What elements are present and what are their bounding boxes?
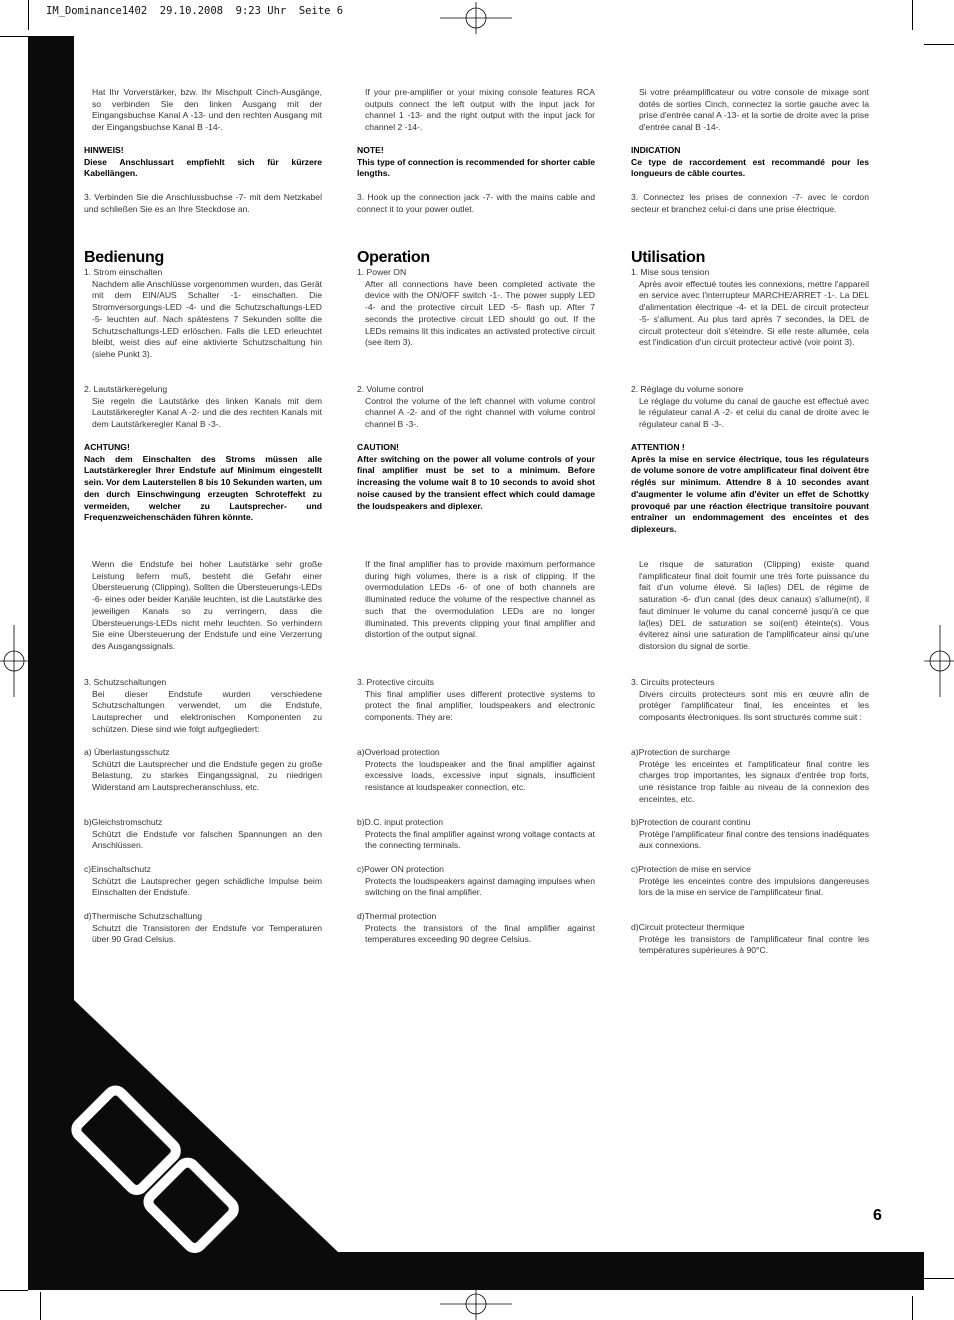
en-s3-title: 3. Protective circuits <box>357 677 434 687</box>
de-b-text: Schützt die Endstufe vor falschen Spannungen an den Anschlüssen. <box>92 828 322 851</box>
print-slug: IM_Dominance1402 29.10.2008 9:23 Uhr Seite 6 <box>46 5 344 17</box>
fr-s3-text: Divers circuits protecteurs sont mis en œuvre afin de protéger l'amplificateur final, les enceintes et les composants électroniques. Ils sont structurés comme suit : <box>639 688 869 723</box>
en-s2-title: 2. Volume control <box>357 384 424 394</box>
de-d-title: d)Thermische Schutzschaltung <box>84 911 202 921</box>
en-c-text: Protects the loudspeakers against damaging impulses when switching on the final amplifier. <box>365 875 595 898</box>
fr-intro: Si votre préamplificateur ou votre console de mixage sont dotés de sorties Cinch, connectez la sortie gauche avec la prise d'entrée canal A -13- et la sortie de droite avec la prise d'entrée canal B -14-. <box>639 87 869 133</box>
crop-mark <box>40 1292 41 1320</box>
de-a-title: a) Überlastungsschutz <box>84 747 170 757</box>
fr-step3: 3. Connectez les prises de connexion -7- avec le cordon secteur et branchez celui-ci dans une prise électrique. <box>631 192 869 214</box>
de-s1-title: 1. Strom einschalten <box>84 267 163 277</box>
en-note-text: This type of connection is recommended for shorter cable lengths. <box>357 156 595 179</box>
de-c-text: Schützt die Lautsprecher gegen schädliche Impulse beim Einschalten der Endstufe. <box>92 875 322 898</box>
de-note-title: HINWEIS! <box>84 145 124 155</box>
de-s2-title: 2. Lautstärkeregelung <box>84 384 168 394</box>
de-s2-text: Sie regeln die Lautstärke des linken Kanals mit dem Lautstärkeregler Kanal A -2- und die des rechten Kanals mit dem Lautstärkeregler Kanal B -3-. <box>92 395 322 430</box>
fr-clip-text: Le risque de saturation (Clipping) existe quand l'amplificateur final doit fournir une très forte puissance du fait d'un volume élevé. Si la(les) DEL de régime de saturation -6- d'un canal (des deux canaux) s'allume(nt), il faut diminuer le volume du canal concerné jusqu'à ce que la(les) DEL de saturation se soi(ent) éteinte(s). Vous éviterez ainsi une saturation de l'amplificateur ainsi qu'une distorsion du signal de sortie. <box>639 559 869 651</box>
fr-d-text: Protège les transistors de l'amplificateur final contre les températures supérieures à 90°C. <box>639 933 869 956</box>
en-s2-text: Control the volume of the left channel with volume control channel A -2- and of the right channel with volume control channel B -3-. <box>365 395 595 430</box>
crop-mark <box>912 0 913 30</box>
en-a-text: Protects the loudspeaker and the final amplifier against excessive loads, excessive input signals, insufficient resistance at loudspeaker connection, etc. <box>365 758 595 793</box>
crop-mark <box>912 1296 913 1320</box>
fr-b-title: b)Protection de courant continu <box>631 817 751 827</box>
de-s1-text: Nachdem alle Anschlüsse vorgenommen wurden, das Gerät mit dem EIN/AUS Schalter -1- einschalten. Die Stromversorgungs-LED -4- und die Schutzschaltungs-LED -5- leuchten auf. Nach spätestens 7 Sekunden sollte die Schutzschaltungs-LED erlöschen. Falls die LED erleuchtet bleibt, weist dies auf eine aktivierte Schutzschaltung hin (siehe Punkt 3). <box>92 278 322 359</box>
en-note-title: NOTE! <box>357 145 384 155</box>
en-d-text: Protects the transistors of the final amplifier against temperatures exceeding 90 degree Celsius. <box>365 922 595 945</box>
registration-mark-bottom <box>440 1288 512 1320</box>
brand-logo-graphic <box>28 980 338 1255</box>
en-s1-title: 1. Power ON <box>357 267 407 277</box>
en-heading: Operation <box>357 249 430 266</box>
fr-a-text: Protège les enceintes et l'amplificateur final contre les charges trop importantes, les signaux d'entrée trop forts, une résistance trop faible au niveau de la connexion des enceintes, etc. <box>639 758 869 804</box>
fr-caution-title: ATTENTION ! <box>631 442 685 452</box>
de-caution-title: ACHTUNG! <box>84 442 130 452</box>
fr-c-text: Protège les enceintes contre des impulsions dangereuses lors de la mise en service de l'amplificateur final. <box>639 875 869 898</box>
registration-mark-right <box>924 625 954 697</box>
en-s1-text: After all connections have been completed activate the device with the ON/OFF switch -1-. The power supply LED -4- and the protective circuit LED -5- flash up. After 7 seconds the protective circuit LED should go out. If the LEDs remains lit this indicates an activated protective circuit (see item 3). <box>365 278 595 348</box>
en-s3-text: This final amplifier uses different protective systems to protect the final amplifier, loudspeakers and electronic components. They are: <box>365 688 595 723</box>
crop-mark <box>924 44 954 45</box>
fr-note-text: Ce type de raccordement est recommandé pour les longueurs de câble courtes. <box>631 156 869 179</box>
de-a-text: Schützt die Lautsprecher und die Endstufe gegen zu große Belastung, zu starkes Eingangssignal, zu niedrigen Widerstand am Lautsprecheranschluss, etc. <box>92 758 322 793</box>
en-c-title: c)Power ON protection <box>357 864 444 874</box>
registration-mark-left <box>0 625 30 697</box>
en-b-title: b)D.C. input protection <box>357 817 443 827</box>
en-d-title: d)Thermal protection <box>357 911 437 921</box>
en-caution-title: CAUTION! <box>357 442 400 452</box>
black-bottom-bar <box>28 1252 924 1290</box>
de-c-title: c)Einschaltschutz <box>84 864 151 874</box>
crop-mark <box>924 1278 954 1279</box>
en-intro: If your pre-amplifier or your mixing console features RCA outputs connect the left output with the input jack for channel 1 -13- and the right output with the input jack for channel 2 -14-. <box>365 87 595 133</box>
en-clip-text: If the final amplifier has to provide maximum performance during high volumes, there is a risk of clipping. If the overmodulation LEDs -6- of one of both channels are illuminated reduce the volume of the respective channel as such that the overmodulation LEDs are no longer illuminated. This prevents clipping your final amplifier and distortion of the output signal. <box>365 559 595 640</box>
de-d-text: Schutzt die Transistoren der Endstufe vor Temperaturen über 90 Grad Celsius. <box>92 922 322 945</box>
page-number: 6 <box>873 1207 882 1224</box>
de-s3-text: Bei dieser Endstufe wurden verschiedene Schutzschaltungen verwendet, um die Endstufe, Lautsprecher und elektronischen Komponenten zu schützen. Diese sind wie folgt aufgegliedert: <box>92 688 322 734</box>
crop-mark <box>28 0 29 30</box>
fr-d-title: d)Circuit protecteur thermique <box>631 922 745 932</box>
fr-c-title: c)Protection de mise en service <box>631 864 751 874</box>
fr-caution-text: Après la mise en service électrique, tous les régulateurs de volume sonore de votre amplificateur final doivent être réglés sur minimum. Attendre 8 à 10 secondes avant d'augmenter le volume afin d'éviter un effet de Schottky provoqué par une réaction électrique transitoire pouvant entraîner un endommagement des enceintes et des diplexeurs. <box>631 453 869 534</box>
de-note-text: Diese Anschlussart empfiehlt sich für kürzere Kabellängen. <box>84 156 322 179</box>
de-b-title: b)Gleichstromschutz <box>84 817 163 827</box>
fr-s3-title: 3. Circuits protecteurs <box>631 677 715 687</box>
de-clip-text: Wenn die Endstufe bei hoher Lautstärke sehr große Leistung liefern muß, besteht die Gefahr einer Übersteuerung (Clipping). Sollten die Übersteuerungs-LEDs -6- eines oder beider Kanäle leuchten, ist die Lautstärke des jeweiligen Kanals so zu verringern, dass die Übersteuerungs-LEDs nicht mehr leuchten. So verhindern Sie eine Übersteuerung der Endstufe und eine Verzerrung des Ausgangssignals. <box>92 559 322 651</box>
fr-note-title: INDICATION <box>631 145 681 155</box>
fr-b-text: Protège l'amplificateur final contre des tensions inadéquates aux connexions. <box>639 828 869 851</box>
de-step3: 3. Verbinden Sie die Anschlussbuchse -7- mit dem Netzkabel und schließen Sie es an Ihre Steckdose an. <box>84 192 322 214</box>
de-intro: Hat Ihr Vorverstärker, bzw. Ihr Mischpult Cinch-Ausgänge, so verbinden Sie den linken Ausgang mit der Eingangsbuchse Kanal A -13- und den rechten Ausgang mit der Eingangsbuchse Kanal B -14-. <box>92 87 322 133</box>
fr-s1-text: Après avoir effectué toutes les connexions, mettre l'appareil en service avec l'interrupteur MARCHE/ARRET -1-. La DEL d'alimentation électrique -4- et la DEL de circuit protecteur -5- s'allument. Au plus tard après 7 secondes, la DEL de circuit protecteur doit s'éteindre. Si elle reste allumée, cela est l'indication d'un circuit protecteur activé (voir point 3). <box>639 278 869 348</box>
en-step3: 3. Hook up the connection jack -7- with the mains cable and connect it to your power outlet. <box>357 192 595 214</box>
registration-mark-top <box>440 0 512 36</box>
en-b-text: Protects the final amplifier against wrong voltage contacts at the connecting terminals. <box>365 828 595 851</box>
fr-s2-text: Le réglage du volume du canal de gauche est effectué avec le régulateur canal A -2- et celui du canal de droite avec le régulateur canal B -3-. <box>639 395 869 430</box>
de-s3-title: 3. Schutzschaltungen <box>84 677 167 687</box>
fr-s2-title: 2. Réglage du volume sonore <box>631 384 744 394</box>
en-a-title: a)Overload protection <box>357 747 440 757</box>
fr-heading: Utilisation <box>631 249 706 266</box>
crop-mark <box>0 36 28 37</box>
crop-mark <box>0 1290 28 1291</box>
fr-s1-title: 1. Mise sous tension <box>631 267 710 277</box>
de-heading: Bedienung <box>84 249 164 266</box>
de-caution-text: Nach dem Einschalten des Stroms müssen alle Lautstärkeregler Ihrer Endstufe auf Minimum eingestellt sein. Vor dem Lauterstellen 8 bis 10 Sekunden warten, um den durch Einschwingung erzeugten Schroteffekt zu vermeiden, welcher zu Lautsprecher- und Frequenzweichenschäden führen könnte. <box>84 453 322 523</box>
fr-a-title: a)Protection de surcharge <box>631 747 730 757</box>
en-caution-text: After switching on the power all volume controls of your final amplifier must be set to a minimum. Before increasing the volume wait 8 to 10 seconds to avoid shot noise caused by the transient effect which could damage the loudspeakers and diplexer. <box>357 453 595 511</box>
